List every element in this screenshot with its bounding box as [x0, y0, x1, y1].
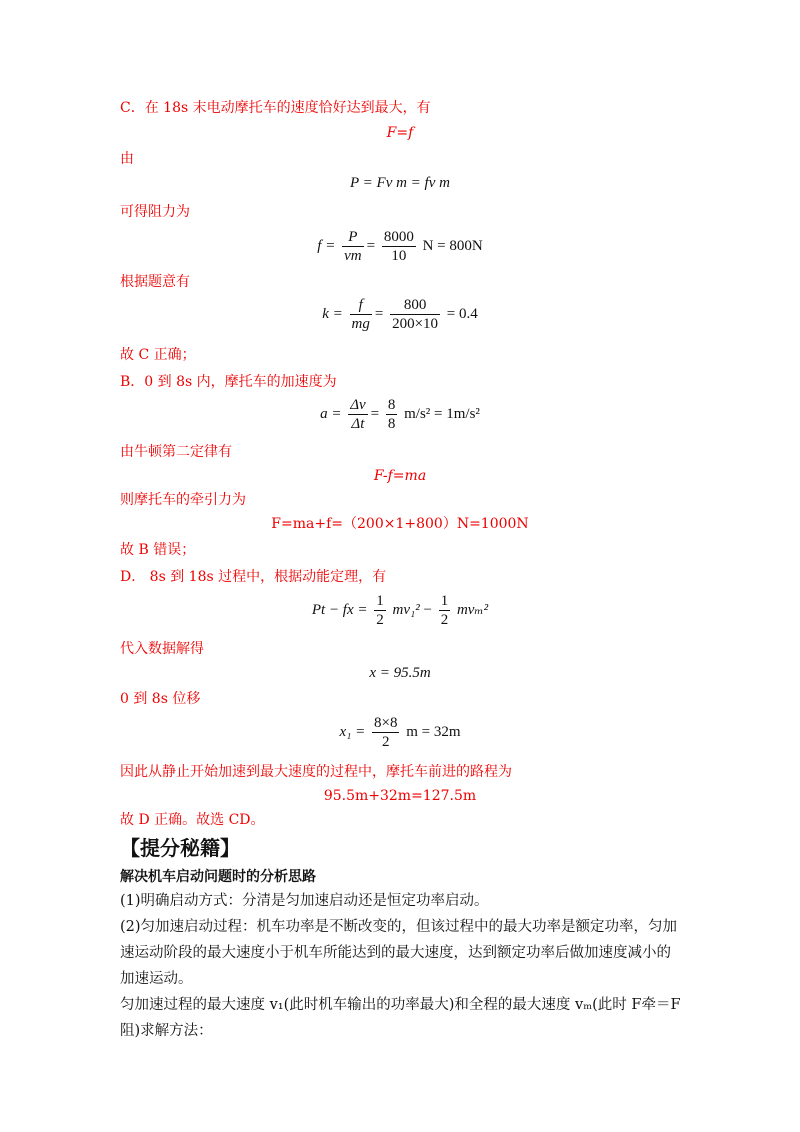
c-k-result: = 0.4 [446, 305, 478, 322]
d-intro: D． 8s 到 18s 过程中，根据动能定理，有 [120, 569, 387, 585]
b-a-num: 8 [387, 397, 396, 413]
b-a-frac1 [348, 396, 367, 433]
b-traction-eq: F=ma+f=（200×1+800）N=1000N [271, 516, 529, 532]
c-resist-den: 10 [391, 248, 407, 264]
c-k-mg: mg [351, 316, 370, 332]
d-eq-term1: mv₁² [392, 601, 420, 618]
d-x1-frac [372, 714, 399, 751]
b-newton-eq: F-f=ma [373, 468, 427, 484]
tips-p3: 匀加速过程的最大速度 v₁(此时机车输出的功率最大)和全程的最大速度 vₘ(此时 F牵＝F阻)求解方法： [120, 997, 681, 1039]
b-a-lhs: a = [320, 405, 342, 422]
b-a-den: 8 [387, 416, 396, 432]
tips-p2: (2)匀加速启动过程：机车功率是不断改变的，但该过程中的最大功率是额定功率，匀加速运动阶段的最大速度小于机车所能达到的最大速度，达到额定功率后做加速度减小的加速运动。 [120, 919, 678, 987]
c-resist-frac1 [342, 228, 364, 265]
d-eq-minus: − [423, 601, 432, 618]
b-traction-intro: 则摩托车的牵引力为 [120, 492, 246, 508]
c-resist-vm: vm [344, 248, 362, 264]
b-a-dt: Δt [351, 416, 365, 432]
tips-subtitle: 解决机车启动问题时的分析思路 [120, 869, 316, 885]
c-resist-lhs: f = [317, 237, 336, 254]
d-eq-half1-den: 2 [376, 612, 384, 628]
c-k-frac2 [390, 296, 440, 333]
c-intro: C．在 18s 末电动摩托车的速度恰好达到最大，有 [120, 100, 431, 116]
d-eq-half1 [374, 592, 386, 629]
d-conclusion: 故 D 正确。故选 CD。 [120, 812, 265, 828]
d-eq-half1-num: 1 [376, 593, 384, 609]
b-a-dv: Δv [350, 397, 366, 413]
c-resist-frac2 [382, 228, 416, 265]
b-a-result: m/s² = 1m/s² [404, 405, 480, 422]
d-eq-term2: mvₘ² [456, 601, 489, 618]
c-eq-force: F=f [386, 125, 414, 141]
b-intro: B．0 到 8s 内，摩托车的加速度为 [120, 374, 337, 390]
d-substitute-intro: 代入数据解得 [120, 641, 204, 657]
c-resist-P: P [342, 228, 364, 247]
c-k-num: 800 [390, 296, 440, 315]
c-k-den: 200×10 [392, 316, 439, 332]
c-k-intro: 根据题意有 [120, 274, 190, 290]
d-eq-half2-den: 2 [440, 612, 449, 628]
tips-p1: (1)明确启动方式：分清是匀加速启动还是恒定功率启动。 [120, 893, 489, 909]
c-resist-num: 8000 [383, 229, 414, 245]
b-conclusion: 故 B 错误； [120, 542, 196, 558]
d-x1-equation [0, 714, 800, 751]
c-conclusion: 故 C 正确； [120, 347, 196, 363]
d-x1-den: 2 [381, 734, 390, 750]
c-k-equation: k = $\frac{f}{mg}$ = $\frac{800}{200\times 10}$ = 0.4 [322, 297, 478, 332]
b-newton-intro: 由牛顿第二定律有 [120, 444, 232, 460]
d-x1-num: 8×8 [373, 715, 398, 731]
c-resist-result: N = 800N [422, 237, 483, 254]
d-x1-lhs: x₁ = [339, 723, 366, 740]
c-by: 由 [120, 151, 134, 167]
tips-title: 【提分秘籍】 [120, 836, 240, 860]
d-total-eq: 95.5m+32m=127.5m [323, 788, 477, 804]
c-k-lhs: k = [322, 305, 343, 322]
b-a-equation: a = $\frac{\Delta v}{\Delta t}$ = $\frac{8}{8}$ m/s² = 1m/s² [320, 397, 480, 432]
d-eq-half2-num: 1 [440, 593, 449, 609]
d-disp-intro: 0 到 8s 位移 [120, 691, 201, 707]
c-resist-intro: 可得阻力为 [120, 204, 190, 220]
d-eq-half2 [439, 592, 451, 629]
b-a-frac2 [386, 396, 398, 433]
c-resist-equation: f = $\frac{P}{vm}$ = $\frac{8000}{10}$ N = 800N [317, 229, 483, 264]
d-total-intro: 因此从静止开始加速到最大速度的过程中，摩托车前进的路程为 [120, 764, 512, 780]
d-eq-lhs: Pt − fx = [311, 601, 368, 618]
d-x-eq: x = 95.5m [369, 665, 431, 681]
d-x1-result: m = 32m [406, 723, 461, 740]
c-k-f: f [350, 296, 372, 315]
c-eq-power: P = Fv m = fv m [350, 175, 450, 191]
c-k-frac1 [350, 296, 372, 333]
d-energy-equation [0, 592, 800, 629]
